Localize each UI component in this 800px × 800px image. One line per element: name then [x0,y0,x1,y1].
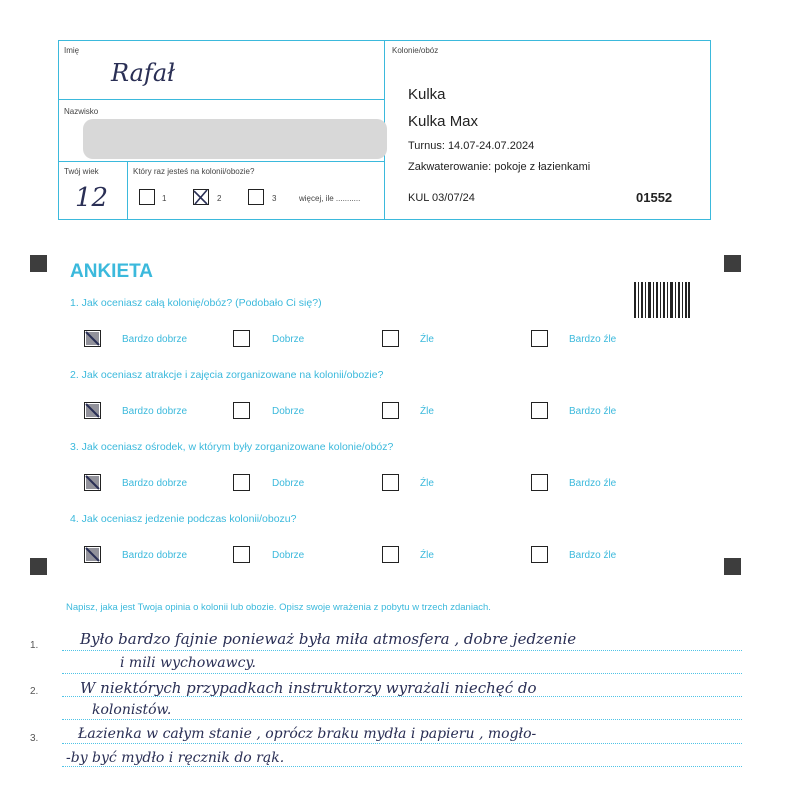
accommodation-text: Zakwaterowanie: pokoje z łazienkami [408,161,591,173]
header-form [58,40,711,220]
cross-mark-icon [193,189,209,205]
opinion-text-line-1[interactable]: Było bardzo fajnie ponieważ była miła atmosfera , dobre jedzenie [80,630,577,648]
q4-label-dobrze: Dobrze [272,550,305,561]
alignment-marker [724,558,741,575]
writing-line [62,673,742,674]
survey-title: ANKIETA [70,261,154,282]
alignment-marker [30,558,47,575]
q1-label-bardzo-dobrze: Bardzo dobrze [122,334,188,345]
q1-option-bardzo-zle[interactable] [531,330,548,347]
alignment-marker [30,255,47,272]
last-name-label: Nazwisko [64,107,99,116]
form-number: 01552 [636,190,673,205]
opinion-text-line-5[interactable]: Łazienka w całym stanie , oprócz braku mydła i papieru , mogło- [78,726,537,742]
barcode-icon [634,282,690,318]
age-value[interactable]: 12 [75,183,109,213]
q3-label-dobrze: Dobrze [272,478,305,489]
times-option-more: więcej, ile ........... [299,194,361,203]
times-label: Który raz jesteś na kolonii/obozie? [133,167,255,176]
times-option-2: 2 [217,194,222,203]
writing-line [62,743,742,744]
q2-label-dobrze: Dobrze [272,406,305,417]
times-checkbox-2[interactable] [193,189,209,205]
q4-label-bardzo-zle: Bardzo źle [569,550,617,561]
q4-option-bardzo-zle[interactable] [531,546,548,563]
q2-label-bardzo-dobrze: Bardzo dobrze [122,406,188,417]
scribble-mark-icon [84,546,101,563]
q4-label-bardzo-dobrze: Bardzo dobrze [122,550,188,561]
q4-option-zle[interactable] [382,546,399,563]
q3-option-zle[interactable] [382,474,399,491]
times-option-3: 3 [272,194,277,203]
age-label: Twój wiek [64,167,99,176]
q4-label-zle: Źle [420,550,434,561]
question-4: 4. Jak oceniasz jedzenie podczas kolonii/obozu? [70,513,297,525]
scribble-mark-icon [84,474,101,491]
opinion-number-1: 1. [30,640,39,651]
q3-label-zle: Źle [420,478,434,489]
q2-option-dobrze[interactable] [233,402,250,419]
times-checkbox-3[interactable] [248,189,264,205]
opinion-text-line-2[interactable]: i mili wychowawcy. [120,655,256,671]
opinion-text-line-3[interactable]: W niektórych przypadkach instruktorzy wyrażali niechęć do [80,679,537,697]
times-option-1: 1 [162,194,167,203]
alignment-marker [724,255,741,272]
opinion-text-line-6[interactable]: -by być mydło i ręcznik do rąk. [66,750,285,766]
q3-option-dobrze[interactable] [233,474,250,491]
q4-option-dobrze[interactable] [233,546,250,563]
q2-option-bardzo-zle[interactable] [531,402,548,419]
scribble-mark-icon [84,330,101,347]
header-row-line [59,99,385,100]
turnus-text: Turnus: 14.07-24.07.2024 [408,140,535,152]
writing-line [62,719,742,720]
opinion-prompt: Napisz, jaka jest Twoja opinia o kolonii lub obozie. Opisz swoje wrażenia z pobytu w trzech zdaniach. [66,602,491,613]
q1-label-bardzo-zle: Bardzo źle [569,334,617,345]
q1-label-dobrze: Dobrze [272,334,305,345]
q4-option-bardzo-dobrze[interactable] [84,546,101,563]
q3-label-bardzo-dobrze: Bardzo dobrze [122,478,188,489]
opinion-number-2: 2. [30,686,39,697]
q3-label-bardzo-zle: Bardzo źle [569,478,617,489]
camp-name-1: Kulka [408,86,446,103]
q1-option-bardzo-dobrze[interactable] [84,330,101,347]
q2-label-bardzo-zle: Bardzo źle [569,406,617,417]
question-3: 3. Jak oceniasz ośrodek, w którym były zorganizowane kolonie/obóz? [70,441,394,453]
q3-option-bardzo-dobrze[interactable] [84,474,101,491]
opinion-text-line-4[interactable]: kolonistów. [92,702,172,718]
q1-label-zle: Źle [420,334,434,345]
q1-option-zle[interactable] [382,330,399,347]
camp-code: KUL 03/07/24 [408,192,475,204]
opinion-number-3: 3. [30,733,39,744]
times-checkbox-1[interactable] [139,189,155,205]
q1-option-dobrze[interactable] [233,330,250,347]
question-2: 2. Jak oceniasz atrakcje i zajęcia zorganizowane na kolonii/obozie? [70,369,384,381]
q2-label-zle: Źle [420,406,434,417]
first-name-label: Imię [64,46,80,55]
q3-option-bardzo-zle[interactable] [531,474,548,491]
first-name-value[interactable]: Rafał [111,59,175,87]
question-1: 1. Jak oceniasz całą kolonię/obóz? (Podobało Ci się?) [70,297,322,309]
writing-line [62,766,742,767]
q2-option-bardzo-dobrze[interactable] [84,402,101,419]
camp-name-2: Kulka Max [408,113,479,130]
header-row-line [59,161,385,162]
writing-line [62,650,742,651]
header-age-divider [127,161,128,219]
last-name-redaction [83,119,387,159]
camp-label: Kolonie/obóz [392,46,439,55]
q2-option-zle[interactable] [382,402,399,419]
scribble-mark-icon [84,402,101,419]
